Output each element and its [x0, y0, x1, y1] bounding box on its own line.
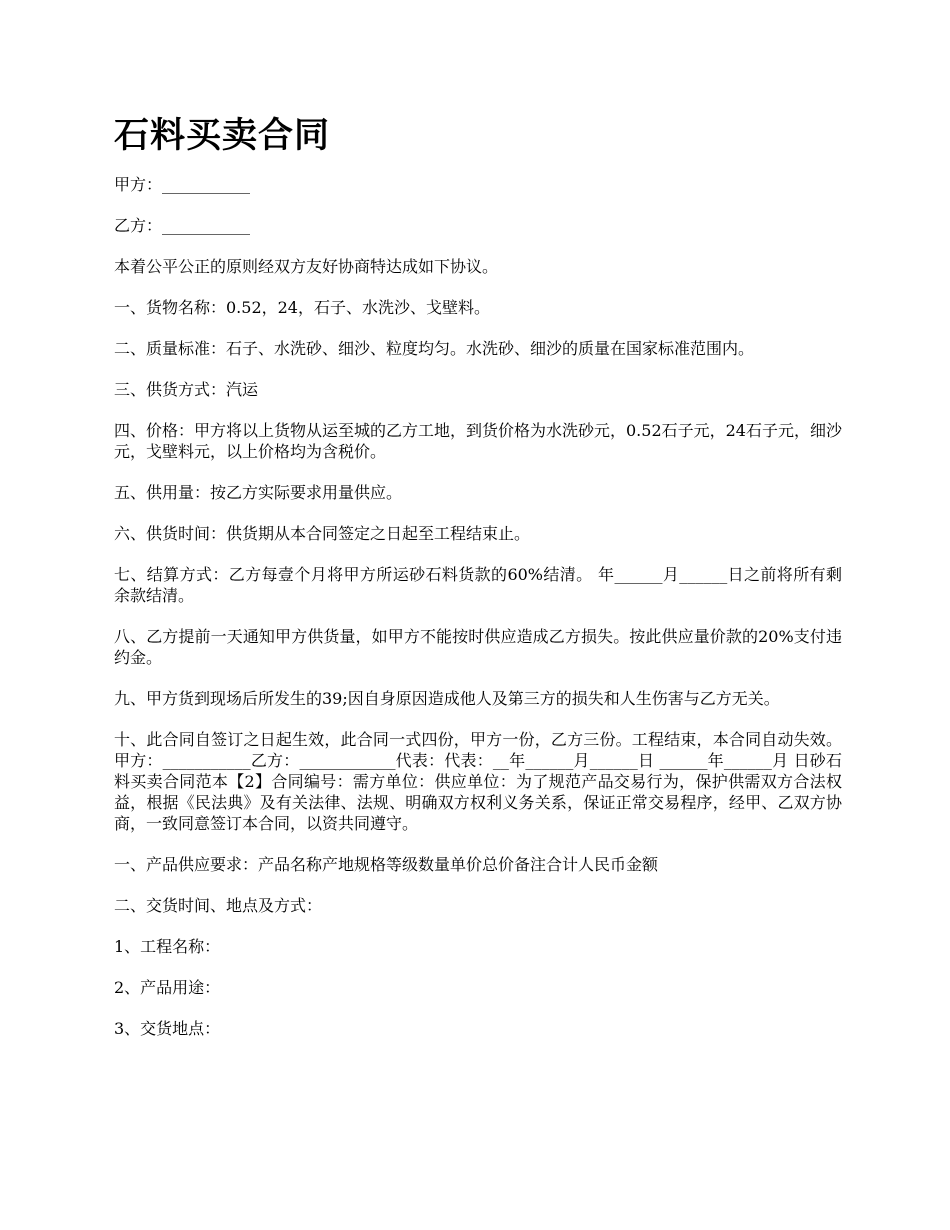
document-page	[114, 112, 842, 1059]
section-delivery: 二、交货时间、地点及方式：	[114, 896, 323, 915]
clause-quality-standard: 二、质量标准：石子、水洗砂、细沙、粒度均匀。水洗砂、细沙的质量在国家标准范围内。	[114, 339, 755, 358]
item-project-name: 1、工程名称：	[114, 937, 221, 956]
item-delivery-location: 3、交货地点：	[114, 1019, 221, 1038]
section-product-requirements: 一、产品供应要求：产品名称产地规格等级数量单价总价备注合计人民币金额	[114, 855, 659, 874]
clause-liability: 九、甲方货到现场后所发生的39;因自身原因造成他人及第三方的损失和人生伤害与乙方无关。	[114, 689, 780, 708]
clause-notice-penalty: 八、乙方提前一天通知甲方供货量，如甲方不能按时供应造成乙方损失。按此供应量价款的20%支付违约金。	[114, 627, 842, 667]
clause-supply-method: 三、供货方式：汽运	[114, 380, 259, 399]
clause-goods-name: 一、货物名称：0.52，24，石子、水洗沙、戈壁料。	[114, 298, 490, 317]
clause-effectiveness: 十、此合同自签订之日起生效，此合同一式四份，甲方一份，乙方三份。工程结束，本合同自动失效。甲方：___________乙方：____________代表：代表：__年______月______日 ______年______月 日砂石料买卖合同范本【2】合同编号：需方单位：供应单位：为了规范产品交易行为，保护供需双方合法权益，根据《民法典》及有关法律、法规、明确双方权利义务关系，保证正常交易程序，经甲、乙双方协商，一致同意签订本合同，以资共同遵守。	[114, 730, 842, 833]
clause-supply-quantity: 五、供用量：按乙方实际要求用量供应。	[114, 483, 403, 502]
preamble-paragraph: 本着公平公正的原则经双方友好协商特达成如下协议。	[114, 257, 499, 276]
party-b-line: 乙方：___________	[114, 216, 251, 235]
clause-price: 四、价格：甲方将以上货物从运至城的乙方工地，到货价格为水洗砂元，0.52石子元，24石子元，细沙元，戈壁料元，以上价格均为含税价。	[114, 421, 842, 461]
item-product-use: 2、产品用途：	[114, 978, 221, 997]
party-a-line: 甲方：___________	[114, 175, 251, 194]
document-title: 石料买卖合同	[114, 115, 331, 156]
clause-supply-time: 六、供货时间：供货期从本合同签定之日起至工程结束止。	[114, 524, 531, 543]
clause-settlement: 七、结算方式：乙方每壹个月将甲方所运砂石料货款的60%结清。 年______月______日之前将所有剩余款结清。	[114, 565, 842, 605]
